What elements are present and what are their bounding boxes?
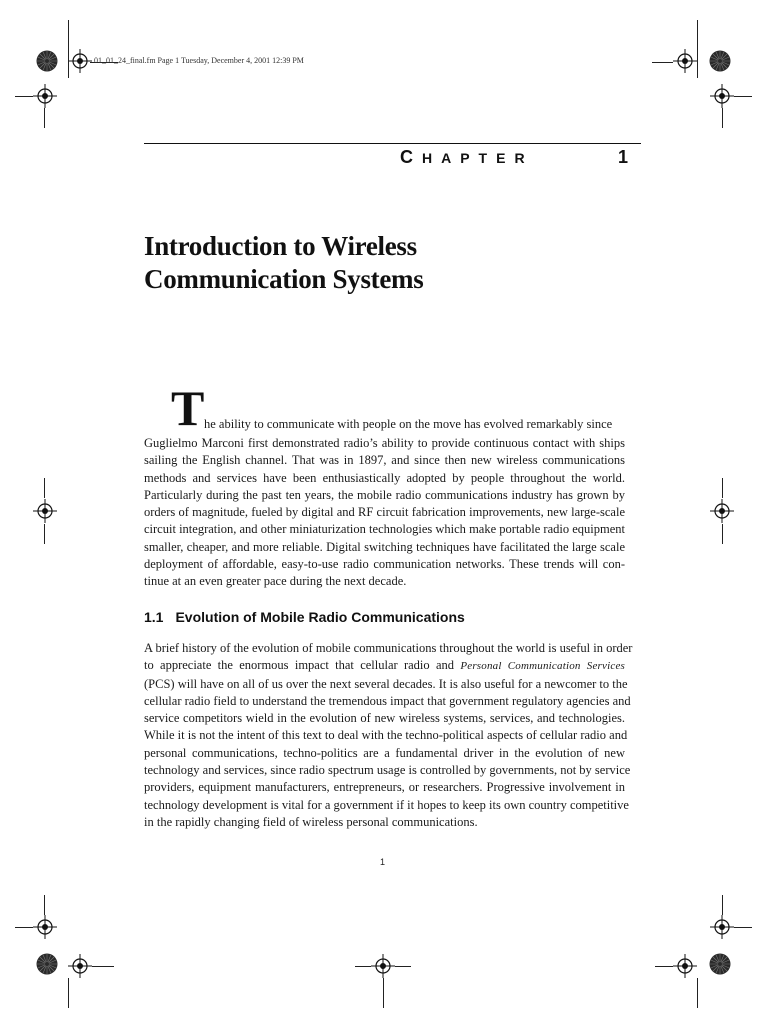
crop-mark <box>395 966 411 967</box>
crop-mark <box>722 108 723 128</box>
intro-line: methods and services have been enthusiastically adopted by people throughout the world. <box>144 470 625 485</box>
chapter-title <box>144 230 624 296</box>
registration-mark-icon <box>371 954 395 978</box>
crop-mark <box>734 96 752 97</box>
intro-paragraph <box>144 380 625 591</box>
body-line: (PCS) will have on all of us over the next several decades. It is also useful for a newcomer to the <box>144 676 628 691</box>
italic-term: Personal Communication Services <box>460 660 626 673</box>
crop-mark <box>68 20 69 78</box>
intro-line: deployment of affordable, easy-to-use radio communication networks. These trends will con- <box>144 557 625 572</box>
crop-mark <box>44 895 45 915</box>
body-line: service competitors wield in the evolution of new wireless systems, services, and technologies. <box>144 711 625 726</box>
intro-line: Guglielmo Marconi first demonstrated radio’s ability to provide continuous contact with ships <box>144 436 625 450</box>
section-paragraph <box>144 640 633 831</box>
crop-mark <box>722 524 723 544</box>
crop-mark <box>92 966 114 967</box>
intro-line: he ability to communicate with people on the move has evolved remarkably since <box>204 417 613 431</box>
page-number: 1 <box>380 857 386 867</box>
crop-mark <box>697 978 698 1008</box>
registration-mark-icon <box>710 84 734 108</box>
color-bar-star-icon <box>709 50 731 72</box>
print-slug: 01_01_24_final.fm Page 1 Tuesday, December 4, 2001 12:39 PM <box>94 56 304 65</box>
registration-mark-icon <box>68 954 92 978</box>
registration-mark-icon <box>710 915 734 939</box>
crop-mark <box>722 478 723 498</box>
chapter-title-line: Introduction to Wireless <box>144 231 417 261</box>
crop-mark <box>655 966 673 967</box>
chapter-number: 1 <box>617 147 628 167</box>
chapter-label: CHAPTER <box>400 147 534 167</box>
intro-line: circuit integration, and other miniaturization technologies which make portable radio equipment <box>144 522 625 537</box>
crop-mark <box>44 108 45 128</box>
crop-mark <box>44 478 45 498</box>
body-line: to appreciate the enormous impact that cellular radio and Personal Communication Services <box>144 658 626 673</box>
registration-mark-icon <box>673 954 697 978</box>
body-line: While it is not the intent of this text to deal with the techno-political aspects of cellular radio and <box>144 728 628 743</box>
crop-mark <box>68 978 69 1008</box>
crop-mark <box>722 895 723 915</box>
crop-mark <box>697 20 698 78</box>
chapter-rule <box>144 143 641 144</box>
color-bar-star-icon <box>709 953 731 975</box>
drop-cap: T <box>171 380 205 436</box>
registration-mark-icon <box>33 499 57 523</box>
body-line: technology development is vital for a government if it hopes to keep its own country competitive <box>144 797 629 812</box>
crop-mark <box>652 62 673 63</box>
intro-line: sailing the English channel. That was in 1897, and since then new wireless communications <box>144 453 625 468</box>
registration-mark-icon <box>68 49 92 73</box>
body-line: providers, equipment manufacturers, entrepreneurs, or researchers. Progressive involvement in <box>144 780 625 795</box>
section-number: 1.1 <box>144 609 164 625</box>
crop-mark <box>383 978 384 1008</box>
body-line: personal communications, techno-politics are a fundamental driver in the evolution of new <box>144 745 625 760</box>
intro-line: smaller, cheaper, and more reliable. Digital switching techniques have facilitated the large scale <box>144 539 625 554</box>
color-bar-star-icon <box>36 50 58 72</box>
body-line: technology and services, since radio spectrum usage is controlled by governments, not by service <box>144 763 631 778</box>
color-bar-star-icon <box>36 953 58 975</box>
intro-line: orders of magnitude, fueled by digital and RF circuit fabrication improvements, new large-scale <box>144 505 625 520</box>
body-line: A brief history of the evolution of mobile communications throughout the world is useful in order <box>144 641 633 655</box>
intro-line: tinue at an even greater pace during the next decade. <box>144 574 407 589</box>
chapter-title-line: Communication Systems <box>144 264 424 294</box>
crop-mark <box>44 524 45 544</box>
crop-mark <box>734 927 752 928</box>
registration-mark-icon <box>33 84 57 108</box>
crop-mark <box>15 927 33 928</box>
registration-mark-icon <box>673 49 697 73</box>
crop-mark <box>15 96 33 97</box>
registration-mark-icon <box>33 915 57 939</box>
registration-mark-icon <box>710 499 734 523</box>
section-heading <box>144 609 465 625</box>
crop-mark <box>355 966 371 967</box>
intro-line: Particularly during the past ten years, the mobile radio communications industry has grown by <box>144 487 625 502</box>
section-title: Evolution of Mobile Radio Communications <box>175 609 465 625</box>
body-line: cellular radio field to understand the tremendous impact that government regulatory agencies and <box>144 693 631 708</box>
body-line: in the rapidly changing field of wireless personal communications. <box>144 814 478 829</box>
